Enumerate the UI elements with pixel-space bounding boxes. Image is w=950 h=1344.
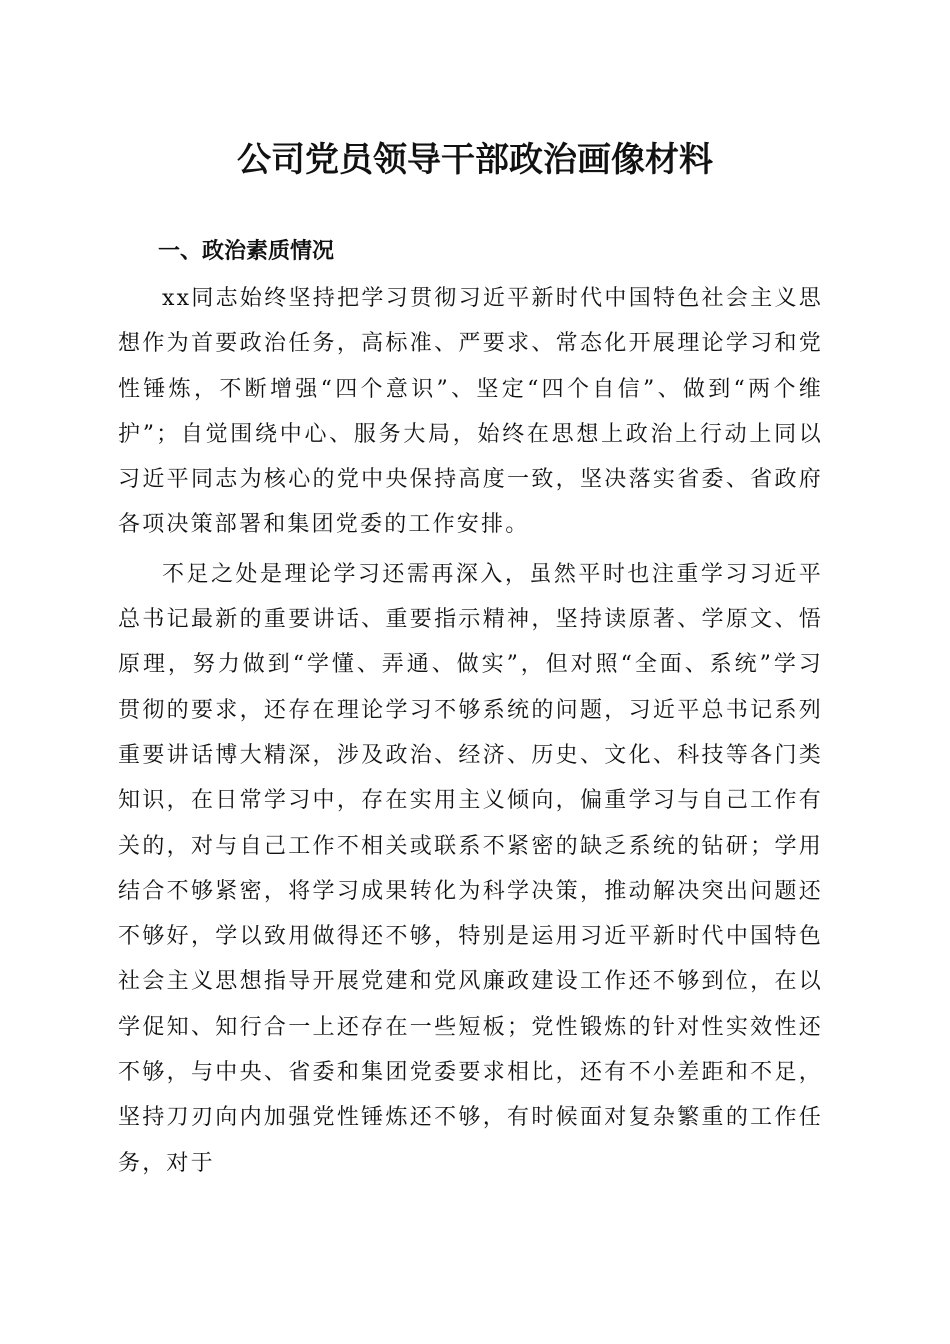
section-body — [118, 276, 823, 1186]
paragraph-shortcomings: 不足之处是理论学习还需再深入，虽然平时也注重学习习近平总书记最新的重要讲话、重要指示精神，坚持读原著、学原文、悟原理，努力做到“学懂、弄通、做实”，但对照“全面、系统”学习贯彻的要求，还存在理论学习不够系统的问题，习近平总书记系列重要讲话博大精深，涉及政治、经济、历史、文化、科技等各门类知识，在日常学习中，存在实用主义倾向，偏重学习与自己工作有关的，对与自己工作不相关或联系不紧密的缺乏系统的钻研；学用结合不够紧密，将学习成果转化为科学决策，推动解决突出问题还不够好，学以致用做得还不够，特别是运用习近平新时代中国特色社会主义思想指导开展党建和党风廉政建设工作还不够到位，在以学促知、知行合一上还存在一些短板；党性锻炼的针对性实效性还不够，与中央、省委和集团党委要求相比，还有不小差距和不足，坚持刀刃向内加强党性锤炼还不够，有时候面对复杂繁重的工作任务，对于 — [118, 561, 823, 1176]
paragraph-political-quality-summary: xx同志始终坚持把学习贯彻习近平新时代中国特色社会主义思想作为首要政治任务，高标准、严要求、常态化开展理论学习和党性锤炼，不断增强“四个意识”、坚定“四个自信”、做到“两个维护”；自觉围绕中心、服务大局，始终在思想上政治上行动上同以习近平同志为核心的党中央保持高度一致，坚决落实省委、省政府各项决策部署和集团党委的工作安排。 — [118, 286, 823, 538]
document-title: 公司党员领导干部政治画像材料 — [237, 140, 713, 180]
section-heading-political-quality: 一、政治素质情况 — [158, 239, 335, 264]
